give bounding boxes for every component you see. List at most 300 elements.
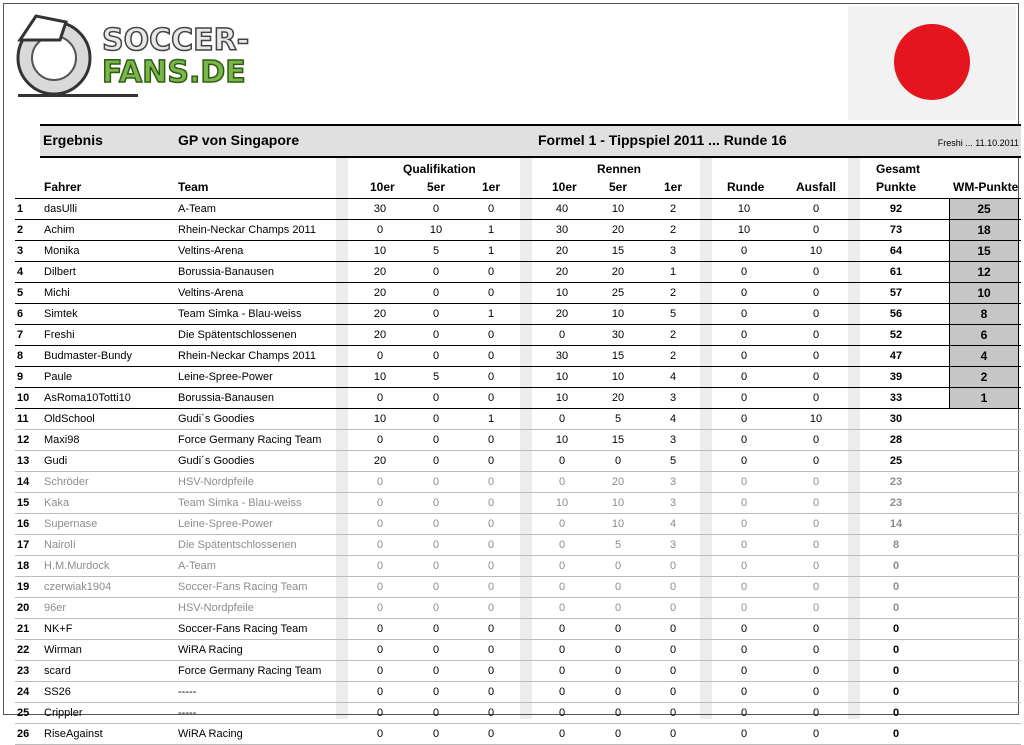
driver-name: Wirman [44,644,82,656]
cell-r1: 0 [669,665,677,677]
cell-r1: 2 [669,350,677,362]
cell-dnf: 0 [812,434,820,446]
rank-number: 10 [17,392,30,404]
cell-r1: 3 [669,245,677,257]
cell-q5: 0 [432,308,440,320]
cell-r1: 3 [669,392,677,404]
driver-name: Kaka [44,497,70,509]
table-row [15,430,1021,451]
cell-r5: 0 [614,455,622,467]
cell-r10: 0 [558,686,566,698]
cell-q5: 0 [432,686,440,698]
cell-round: 0 [740,413,748,425]
table-row [15,241,1021,262]
cell-r10: 0 [558,539,566,551]
driver-name: scard [44,665,71,677]
cell-q5: 0 [432,728,440,740]
cell-pts: 92 [889,203,903,215]
cell-round: 0 [740,518,748,530]
col-q10: 10er [370,180,395,194]
cell-q1: 0 [487,623,495,635]
cell-r10: 10 [555,434,569,446]
col-ausfall: Ausfall [796,180,837,194]
cell-dnf: 0 [812,644,820,656]
cell-dnf: 0 [812,476,820,488]
table-row [15,598,1021,619]
cell-q1: 0 [487,266,495,278]
cell-q1: 0 [487,434,495,446]
wm-points-cell: 1 [949,388,1019,408]
cell-q1: 0 [487,455,495,467]
cell-r5: 0 [614,707,622,719]
rank-number: 11 [17,413,29,425]
cell-q1: 0 [487,539,495,551]
driver-name: Crippler [44,707,83,719]
cell-q1: 0 [487,644,495,656]
japan-flag [848,6,1016,120]
team-name: Force Germany Racing Team [178,434,322,446]
cell-pts: 61 [889,266,903,278]
rank-number: 18 [17,560,30,572]
cell-pts: 0 [892,560,900,572]
cell-round: 0 [740,707,748,719]
cell-dnf: 0 [812,455,820,467]
cell-q1: 0 [487,497,495,509]
cell-dnf: 0 [812,623,820,635]
cell-q5: 0 [432,266,440,278]
cell-r5: 0 [614,560,622,572]
driver-name: Michi [44,287,70,299]
cell-q10: 30 [373,203,387,215]
cell-q1: 1 [487,413,495,425]
table-row [15,724,1021,745]
cell-q5: 0 [432,497,440,509]
page-title: Formel 1 - Tippspiel 2011 ... Runde 16 [538,132,787,148]
cell-r1: 0 [669,602,677,614]
cell-q10: 20 [373,329,387,341]
wm-points-cell: 15 [949,241,1019,261]
cell-q1: 0 [487,581,495,593]
cell-q10: 0 [376,392,384,404]
team-name: Soccer-Fans Racing Team [178,623,308,635]
cell-q10: 0 [376,497,384,509]
cell-r10: 0 [558,644,566,656]
cell-r10: 20 [555,266,569,278]
team-name: Leine-Spree-Power [178,518,273,530]
driver-name: Nairolí [44,539,76,551]
col-team: Team [178,180,209,194]
cell-r10: 0 [558,707,566,719]
cell-r1: 3 [669,434,677,446]
cell-r5: 10 [611,371,625,383]
cell-dnf: 0 [812,266,820,278]
team-name: Rhein-Neckar Champs 2011 [178,350,316,362]
cell-r10: 0 [558,581,566,593]
table-title-bar [40,124,1021,158]
cell-q10: 10 [373,245,387,257]
cell-pts: 73 [889,224,903,236]
col-q5: 5er [427,180,446,194]
cell-r10: 10 [555,392,569,404]
cell-q5: 5 [432,371,440,383]
wm-points-cell: 18 [949,220,1019,240]
cell-r5: 10 [611,497,625,509]
cell-q5: 0 [432,665,440,677]
cell-round: 0 [740,560,748,572]
cell-r1: 0 [669,644,677,656]
cell-pts: 0 [892,602,900,614]
rank-number: 4 [17,266,24,278]
cell-q10: 0 [376,644,384,656]
cell-q1: 0 [487,203,495,215]
cell-round: 0 [740,455,748,467]
column-header-row [15,176,1021,199]
cell-pts: 39 [889,371,903,383]
rank-number: 1 [17,203,24,215]
cell-r5: 30 [611,329,625,341]
cell-q10: 20 [373,287,387,299]
cell-round: 0 [740,434,748,446]
driver-name: Freshi [44,329,75,341]
cell-q5: 0 [432,644,440,656]
team-name: Gudi´s Goodies [178,413,255,425]
cell-round: 0 [740,644,748,656]
cell-r5: 0 [614,644,622,656]
group-header-row [15,158,1021,176]
driver-name: Achim [44,224,75,236]
cell-r1: 2 [669,224,677,236]
rank-number: 17 [17,539,30,551]
cell-r10: 0 [558,602,566,614]
cell-q5: 0 [432,329,440,341]
cell-pts: 56 [889,308,903,320]
driver-name: Dilbert [44,266,76,278]
table-row [15,388,1021,409]
cell-r10: 10 [555,287,569,299]
cell-q1: 0 [487,707,495,719]
team-name: Veltins-Arena [178,245,244,257]
rank-number: 13 [17,455,30,467]
cell-q1: 0 [487,392,495,404]
cell-r10: 0 [558,623,566,635]
cell-round: 10 [737,224,751,236]
table-row [15,640,1021,661]
cell-r1: 3 [669,539,677,551]
cell-pts: 52 [889,329,903,341]
cell-q5: 0 [432,623,440,635]
cell-r1: 2 [669,287,677,299]
cell-r1: 0 [669,623,677,635]
team-name: Borussia-Banausen [178,266,275,278]
cell-dnf: 0 [812,539,820,551]
cell-pts: 0 [892,728,900,740]
cell-q10: 20 [373,308,387,320]
rank-number: 9 [17,371,24,383]
cell-pts: 64 [889,245,903,257]
cell-dnf: 0 [812,350,820,362]
table-row [15,556,1021,577]
rank-number: 21 [17,623,30,635]
cell-dnf: 0 [812,371,820,383]
cell-r10: 40 [555,203,569,215]
cell-r5: 15 [611,245,625,257]
cell-pts: 0 [892,644,900,656]
cell-dnf: 0 [812,224,820,236]
cell-q10: 0 [376,686,384,698]
cell-r5: 0 [614,623,622,635]
cell-r10: 20 [555,308,569,320]
cell-round: 0 [740,308,748,320]
rank-number: 20 [17,602,30,614]
cell-round: 0 [740,665,748,677]
cell-q10: 0 [376,665,384,677]
cell-round: 0 [740,287,748,299]
cell-q1: 0 [487,350,495,362]
rank-number: 25 [17,707,30,719]
cell-dnf: 0 [812,560,820,572]
cell-q5: 0 [432,518,440,530]
rank-number: 7 [17,329,24,341]
col-q1: 1er [482,180,501,194]
table-row [15,346,1021,367]
rank-number: 12 [17,434,30,446]
cell-q5: 10 [429,224,443,236]
flag-sun [894,24,970,100]
wm-points-cell: 2 [949,367,1019,387]
table-row [15,535,1021,556]
driver-name: RiseAgainst [44,728,103,740]
cell-r1: 0 [669,560,677,572]
cell-r10: 20 [555,245,569,257]
rank-number: 26 [17,728,30,740]
cell-q5: 0 [432,287,440,299]
cell-r10: 0 [558,665,566,677]
result-label: Ergebnis [43,132,103,148]
team-name: Soccer-Fans Racing Team [178,581,308,593]
cell-round: 0 [740,623,748,635]
cell-q10: 0 [376,476,384,488]
table-row [15,619,1021,640]
table-row [15,283,1021,304]
rank-number: 6 [17,308,24,320]
cell-r1: 4 [669,371,677,383]
cell-r5: 10 [611,518,625,530]
driver-name: 96er [44,602,67,614]
team-name: Team Simka - Blau-weiss [178,308,302,320]
team-name: WiRA Racing [178,644,243,656]
cell-q10: 0 [376,224,384,236]
driver-name: AsRoma10Totti10 [44,392,131,404]
cell-r1: 1 [669,266,677,278]
cell-q10: 0 [376,518,384,530]
cell-r5: 0 [614,686,622,698]
table-row [15,661,1021,682]
table-row [15,220,1021,241]
cell-dnf: 0 [812,728,820,740]
rank-number: 19 [17,581,30,593]
rank-number: 3 [17,245,24,257]
cell-round: 0 [740,350,748,362]
table-row [15,367,1021,388]
cell-r5: 10 [611,308,625,320]
cell-dnf: 0 [812,392,820,404]
cell-q1: 0 [487,371,495,383]
cell-pts: 0 [892,623,900,635]
cell-q5: 0 [432,203,440,215]
driver-name: H.M.Murdock [44,560,110,572]
cell-q1: 1 [487,245,495,257]
cell-r1: 0 [669,728,677,740]
cell-q10: 0 [376,350,384,362]
driver-name: Gudi [44,455,68,467]
group-rennen: Rennen [597,162,642,176]
cell-q5: 0 [432,350,440,362]
cell-r5: 15 [611,434,625,446]
cell-r5: 15 [611,350,625,362]
cell-q1: 0 [487,560,495,572]
cell-r10: 0 [558,413,566,425]
cell-dnf: 0 [812,287,820,299]
cell-r5: 20 [611,476,625,488]
cell-dnf: 0 [812,329,820,341]
cell-q10: 0 [376,728,384,740]
team-name: Veltins-Arena [178,287,244,299]
table-row [15,199,1021,220]
team-name: Die Spätentschlossenen [178,539,297,551]
col-r10: 10er [552,180,577,194]
cell-r1: 2 [669,329,677,341]
cell-r10: 10 [555,497,569,509]
driver-name: NK+F [44,623,73,635]
team-name: Team Simka - Blau-weiss [178,497,302,509]
cell-q1: 0 [487,476,495,488]
cell-q5: 0 [432,434,440,446]
driver-name: Paule [44,371,73,383]
cell-q10: 10 [373,413,387,425]
driver-name: Supernase [44,518,98,530]
cell-r10: 10 [555,371,569,383]
driver-name: czerwiak1904 [44,581,112,593]
table-body [15,199,1021,745]
cell-r1: 4 [669,518,677,530]
table-row [15,577,1021,598]
cell-pts: 25 [889,455,903,467]
cell-r5: 20 [611,392,625,404]
cell-q10: 20 [373,266,387,278]
col-r1: 1er [664,180,683,194]
event-name: GP von Singapore [178,132,300,148]
cell-r1: 3 [669,476,677,488]
team-name: Force Germany Racing Team [178,665,322,677]
cell-pts: 28 [889,434,903,446]
team-name: Borussia-Banausen [178,392,275,404]
driver-name: dasUlli [44,203,78,215]
cell-q1: 1 [487,224,495,236]
cell-r10: 0 [558,728,566,740]
cell-round: 10 [737,203,751,215]
cell-pts: 23 [889,497,903,509]
team-name: A-Team [178,203,216,215]
cell-dnf: 10 [809,413,823,425]
rank-number: 5 [17,287,24,299]
team-name: ----- [178,686,197,698]
svg-text:FANS.DE: FANS.DE [102,55,246,90]
rank-number: 16 [17,518,30,530]
team-name: A-Team [178,560,216,572]
table-row [15,682,1021,703]
cell-q5: 5 [432,245,440,257]
table-row [15,514,1021,535]
cell-round: 0 [740,686,748,698]
cell-q10: 0 [376,707,384,719]
cell-q1: 0 [487,686,495,698]
rank-number: 8 [17,350,24,362]
cell-q5: 0 [432,413,440,425]
rank-number: 22 [17,644,30,656]
rank-number: 15 [17,497,30,509]
cell-pts: 57 [889,287,903,299]
cell-r10: 30 [555,350,569,362]
driver-name: Simtek [44,308,78,320]
cell-q10: 0 [376,434,384,446]
cell-dnf: 0 [812,581,820,593]
cell-pts: 8 [892,539,900,551]
cell-dnf: 0 [812,602,820,614]
wm-points-cell: 6 [949,325,1019,345]
cell-q1: 0 [487,665,495,677]
cell-pts: 33 [889,392,903,404]
team-name: Rhein-Neckar Champs 2011 [178,224,316,236]
cell-q1: 0 [487,329,495,341]
cell-q5: 0 [432,455,440,467]
cell-r1: 0 [669,686,677,698]
wm-points-cell: 8 [949,304,1019,324]
cell-r10: 0 [558,329,566,341]
soccer-fans-logo [14,10,250,102]
team-name: HSV-Nordpfeile [178,476,254,488]
col-fahrer: Fahrer [44,180,82,194]
cell-q10: 0 [376,539,384,551]
cell-r5: 0 [614,665,622,677]
table-row [15,472,1021,493]
cell-q5: 0 [432,581,440,593]
cell-r5: 5 [614,413,622,425]
cell-dnf: 0 [812,665,820,677]
cell-pts: 0 [892,581,900,593]
cell-r5: 5 [614,539,622,551]
cell-round: 0 [740,266,748,278]
table-row [15,451,1021,472]
cell-round: 0 [740,245,748,257]
cell-pts: 0 [892,665,900,677]
cell-r10: 0 [558,476,566,488]
table-row [15,493,1021,514]
cell-r10: 0 [558,518,566,530]
cell-dnf: 0 [812,308,820,320]
team-name: Gudi´s Goodies [178,455,255,467]
cell-pts: 14 [889,518,903,530]
team-name: Leine-Spree-Power [178,371,273,383]
group-qualifikation: Qualifikation [403,162,476,176]
author-date: Freshi ... 11.10.2011 [937,138,1019,148]
col-punkte: Punkte [876,180,917,194]
cell-dnf: 0 [812,707,820,719]
rank-number: 24 [17,686,30,698]
cell-round: 0 [740,497,748,509]
rank-number: 2 [17,224,24,236]
cell-round: 0 [740,371,748,383]
team-name: WiRA Racing [178,728,243,740]
